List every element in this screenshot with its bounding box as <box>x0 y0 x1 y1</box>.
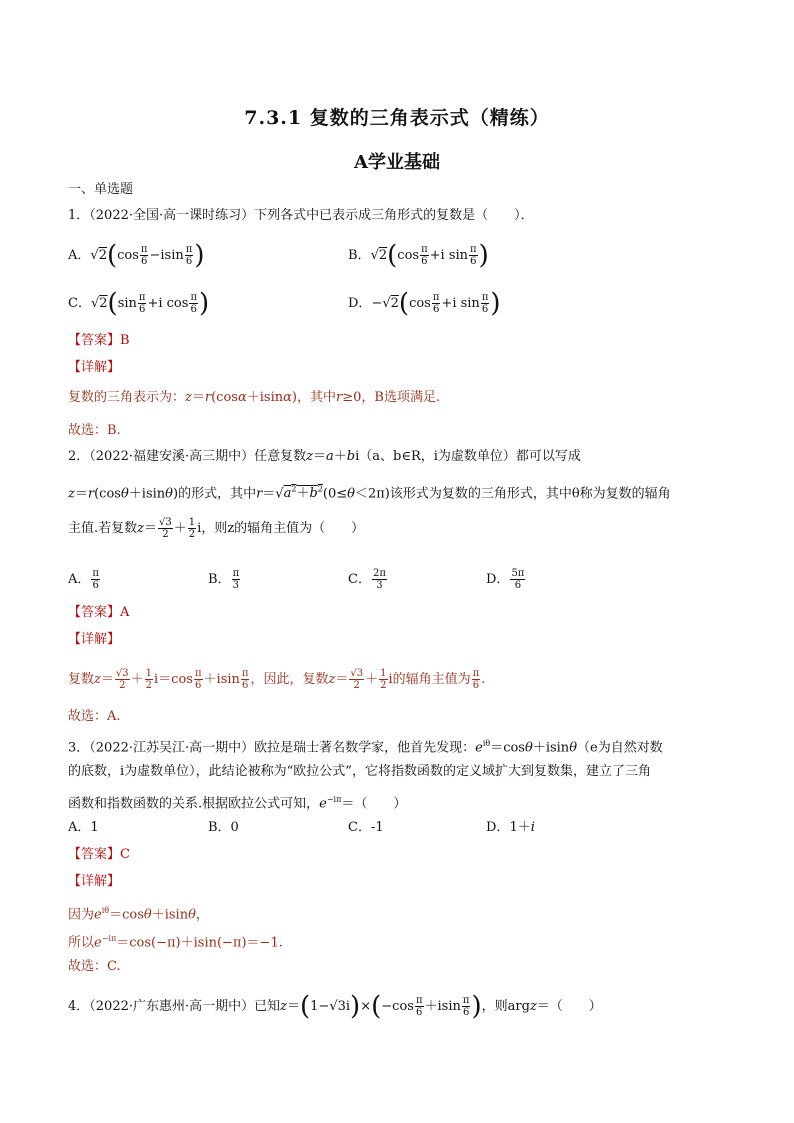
q2-detail-tag: 【详解】 <box>68 632 121 647</box>
q1-detail-tag: 【详解】 <box>68 360 121 375</box>
q2-stem-line2: z＝r(cosθ＋isinθ)的形式，其中$r=√a^2+b^2(0\le\theta<2\pi)$该形式为复数的三角形式，其中θ称为复数的辐角 <box>68 485 671 502</box>
q3-option-d: D．1＋i <box>486 820 535 835</box>
q3-stem-line2: 的底数，i为虚数单位），此结论被称为“欧拉公式”，它将指数函数的定义域扩大到复数集，建立了三角 <box>68 764 651 779</box>
q3-option-b: B．0 <box>208 820 239 835</box>
q2-option-c: C． $\frac{2\pi}{3}$ <box>348 568 386 591</box>
q2-answer: 【答案】A <box>68 605 130 620</box>
q2-choose: 故选：A. <box>68 709 121 724</box>
q3-option-a: A．1 <box>68 820 99 835</box>
q3-detail-line1: 因为$e^{i\theta}=\cos\theta+isin\theta$， <box>68 906 209 923</box>
q3-option-c: C．-1 <box>348 820 384 835</box>
q3-stem-line3: 函数和指数函数的关系.根据欧拉公式可知，$e^{-i\pi}=$（ ） <box>68 795 407 812</box>
q1-option-a: A．√2(cos $\frac{\pi}{6}$ −isin $\frac{\pi}{6}$ ) <box>68 240 205 271</box>
q3-detail-line2: 所以$e^{-i\pi}=\cos(-\pi)+isin(-\pi)=-1$. <box>68 934 283 951</box>
q2-option-b: B． $\frac{\pi}{3}$ <box>208 568 240 591</box>
q2-detail: 复数z＝ $\frac{√3}{2}$ ＋ $\frac{1}{2}$ i＝cos $\frac{\pi}{6}$ ＋isin $\frac{\pi}{6}$ ，因此，复数z＝ $\frac{√3}{2}$ ＋ $\frac{1}{2}$ i的辐角主值为 $\frac{\pi}{6}$ . <box>68 668 486 691</box>
q2-stem-line3: 主值.若复数z＝ $\frac{√3}{2}$ ＋ $\frac{1}{2}$ i，则z的辐角主值为（ ） <box>68 517 365 540</box>
section-heading: 一、单选题 <box>68 182 134 197</box>
q1-option-c: C．√2(sin $\frac{\pi}{6}$ +i cos $\frac{\pi}{6}$ ) <box>68 288 210 319</box>
q3-choose: 故选：C. <box>68 959 121 974</box>
q1-option-b: B．√2(cos $\frac{\pi}{6}$ +i sin $\frac{\pi}{6}$ ) <box>348 240 489 271</box>
q1-stem: 1．（2022·全国·高一课时练习）下列各式中已表示成三角形式的复数是（ ）． <box>68 208 534 223</box>
q3-answer: 【答案】C <box>68 847 130 862</box>
q1-answer: 【答案】B <box>68 333 130 348</box>
q1-choose: 故选：B. <box>68 423 121 438</box>
page-subtitle: A学业基础 <box>354 152 440 173</box>
q3-stem-line1: 3．（2022·江苏吴江·高一期中）欧拉是瑞士著名数学家，他首先发现：$e^{i\theta}=\cos\theta+isin\theta(e$为自然对数 <box>68 739 663 756</box>
q4-stem: 4．（2022·广东惠州·高一期中）已知z＝(1−√3i)×(−cos $\frac{\pi}{6}$ ＋isin $\frac{\pi}{6}$ )，则argz＝（ ） <box>68 991 602 1022</box>
q2-option-d: D． $\frac{5\pi}{6}$ <box>486 568 525 591</box>
q1-detail: 复数的三角表示为：z＝r(cosα＋isinα)，其中r≥0，B选项满足. <box>68 390 441 405</box>
q2-option-a: A． $\frac{\pi}{6}$ <box>68 568 99 591</box>
page-title: 7.3.1 复数的三角表示式（精练） <box>244 107 550 129</box>
q3-detail-tag: 【详解】 <box>68 874 121 889</box>
q1-option-d: D．−√2(cos $\frac{\pi}{6}$ +i sin $\frac{\pi}{6}$ ) <box>348 288 501 319</box>
q2-stem-line1: 2．（2022·福建安溪·高三期中）任意复数z＝a＋bi（a、b∈R，i为虚数单位）都可以写成 <box>68 449 581 464</box>
